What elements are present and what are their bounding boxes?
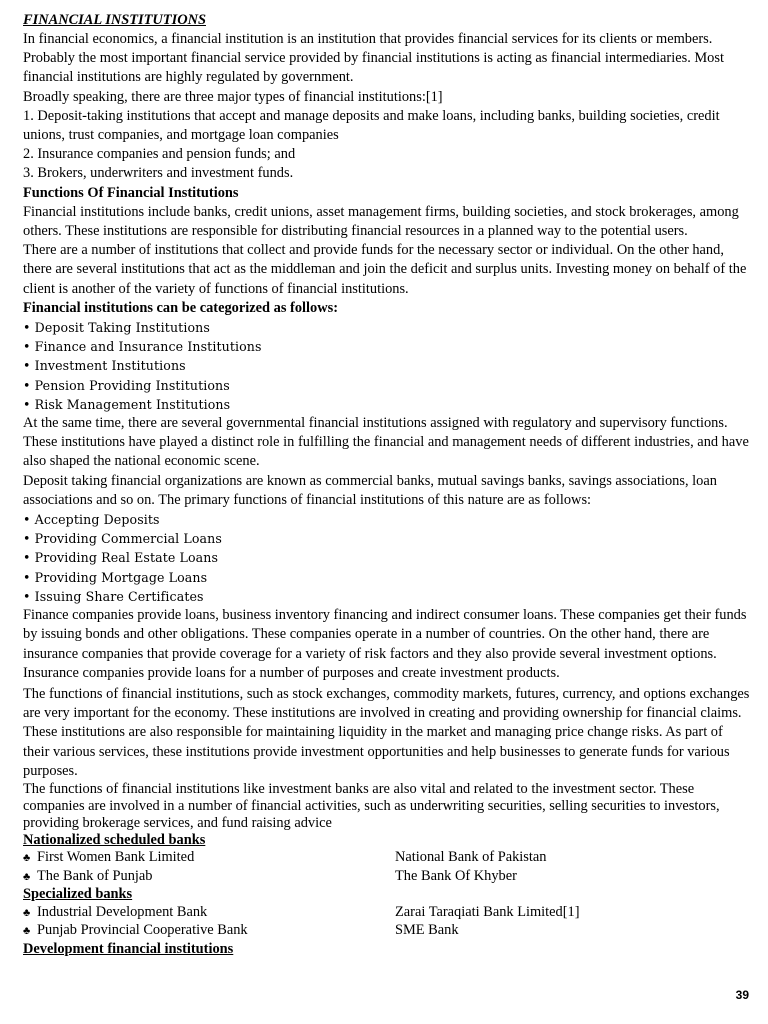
bank-row [23,904,751,923]
club-icon: ♣ [23,906,31,919]
page-number: 39 [735,988,749,1002]
bank-name: SME Bank [395,922,459,939]
category-bullet: • Risk Management Institutions [23,396,231,412]
functions-paragraph: Financial institutions include banks, credit unions, asset management firms, building societies, and stock brokerages, among others. These institutions are responsible for distributing financial resources in a planned way to the potential users. [23,203,739,240]
document-title: FINANCIAL INSTITUTIONS [23,12,206,28]
function-bullet: • Accepting Deposits [23,512,160,528]
exchanges-paragraph: The functions of financial institutions, such as stock exchanges, commodity markets, futures, currency, and options exchanges are very important for the economy. These institutions are involved in creating and providing ownership for financial claims. These institutions are also responsible for maintaining liquidity in the market and managing price change risks. As part of their various services, these institutions provide investment opportunities and help businesses to generate funds for various purposes. [23,685,750,779]
bank-name: The Bank Of Khyber [395,867,517,884]
bank-name: Punjab Provincial Cooperative Bank [37,922,248,939]
club-icon: ♣ [23,870,31,883]
club-icon: ♣ [23,925,31,938]
deposit-taking-paragraph: Deposit taking financial organizations are known as commercial banks, mutual savings banks, savings associations, loan associations and so on. The primary functions of financial institutions of this nature are as follows: [23,472,717,508]
category-bullet: • Finance and Insurance Institutions [23,339,262,355]
bank-name: First Women Bank Limited [37,849,195,866]
intro-paragraph: In financial economics, a financial institution is an institution that provides financial services for its clients or members. Probably the most important financial service provided by financial institutions is acting as financial intermediaries. Most financial institutions are highly regulated by government. [23,31,724,86]
function-bullet: • Providing Commercial Loans [23,531,222,547]
bank-name: The Bank of Punjab [37,867,153,884]
bank-row [23,868,751,887]
types-intro-paragraph: Broadly speaking, there are three major types of financial institutions:[1] [23,88,443,105]
type-item: 3. Brokers, underwriters and investment funds. [23,165,294,182]
bank-name: Industrial Development Bank [37,903,208,920]
nationalized-banks-heading: Nationalized scheduled banks [23,831,206,848]
investment-banks-paragraph: The functions of financial institutions like investment banks are also vital and related to the investment sector. These companies are involved in a number of financial activities, such as underwriting securities, selling securities to investors, providing brokerage services, and fund raising advice [23,780,720,831]
function-bullet: • Providing Real Estate Loans [23,550,219,566]
function-bullet: • Providing Mortgage Loans [23,569,208,585]
categorized-heading: Financial institutions can be categorized as follows: [23,299,338,316]
document-page [23,11,751,958]
function-bullet: • Issuing Share Certificates [23,588,204,604]
category-bullet: • Pension Providing Institutions [23,377,230,393]
bank-name: National Bank of Pakistan [395,849,547,866]
institutions-paragraph: There are a number of institutions that collect and provide funds for the necessary sector or individual. On the other hand, there are several institutions that act as the middleman and join the deficit and surplus units. Investing money on behalf of the client is another of the variety of functions of financial institutions. [23,242,747,297]
type-item: 2. Insurance companies and pension funds; and [23,146,296,163]
bank-row [23,922,751,941]
category-bullet: • Investment Institutions [23,358,186,374]
club-icon: ♣ [23,852,31,865]
type-item: 1. Deposit-taking institutions that accept and manage deposits and make loans, including banks, building societies, credit unions, trust companies, and mortgage loan companies [23,107,720,144]
finance-companies-paragraph: Finance companies provide loans, business inventory financing and indirect consumer loans. These companies get their funds by issuing bonds and other obligations. These companies operate in a number of countries. On the other hand, there are insurance companies that provide coverage for a variety of risk factors and they also provide several investment options. Insurance companies provide loans for a number of purposes and create investment products. [23,607,747,681]
functions-heading: Functions Of Financial Institutions [23,184,239,201]
development-institutions-heading: Development financial institutions [23,940,234,957]
specialized-banks-heading: Specialized banks [23,886,133,903]
bank-row [23,849,751,868]
bank-name: Zarai Taraqiati Bank Limited[1] [395,903,580,920]
category-bullet: • Deposit Taking Institutions [23,320,210,336]
governmental-paragraph: At the same time, there are several governmental financial institutions assigned with regulatory and supervisory functions. These institutions have played a distinct role in fulfilling the financial and management needs of different industries, and have also shaped the national economic scene. [23,415,749,470]
